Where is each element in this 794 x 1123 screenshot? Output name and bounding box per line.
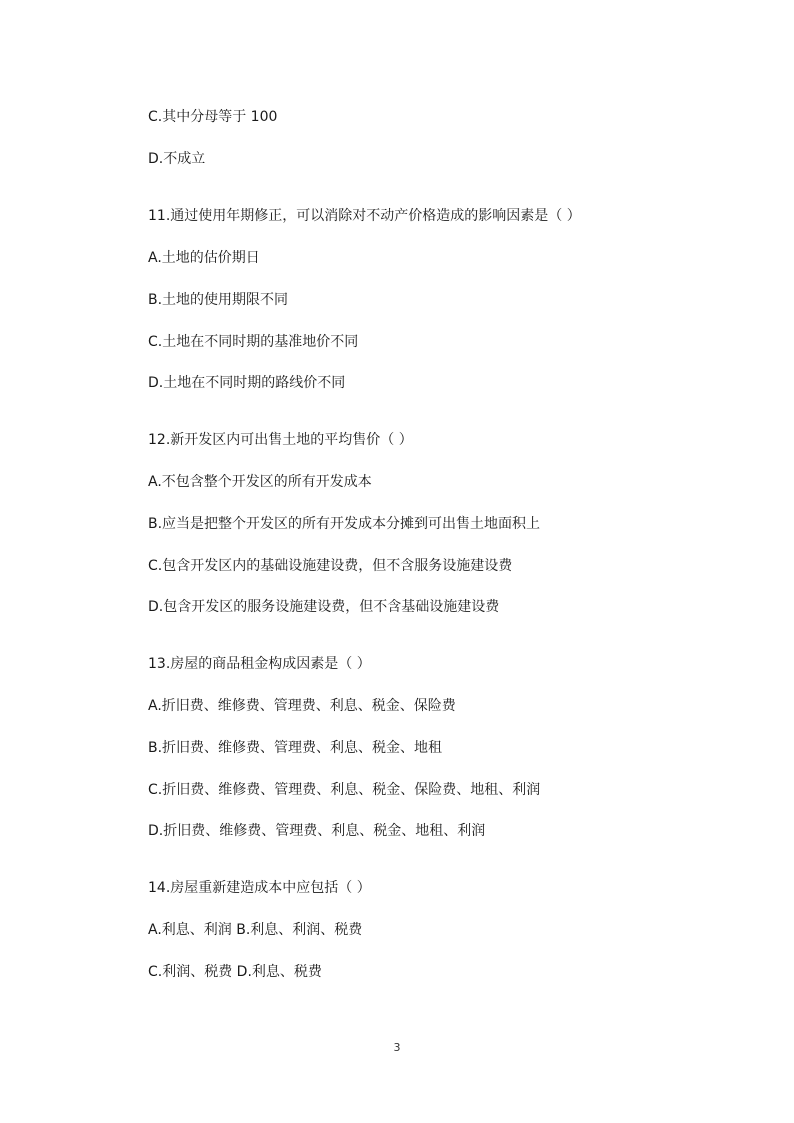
q13-option-a: A.折旧费、维修费、管理费、利息、税金、保险费 <box>148 698 456 714</box>
q11-option-b: B.土地的使用期限不同 <box>148 292 289 308</box>
q11-stem: 11.通过使用年期修正，可以消除对不动产价格造成的影响因素是（ ） <box>148 208 581 224</box>
q10-option-c: C.其中分母等于 100 <box>148 109 278 125</box>
q14-options-ab: A.利息、利润 B.利息、利润、税费 <box>148 922 363 938</box>
q12-option-c: C.包含开发区内的基础设施建设费，但不含服务设施建设费 <box>148 558 513 574</box>
q14-stem: 14.房屋重新建造成本中应包括（ ） <box>148 880 371 896</box>
q12-stem: 12.新开发区内可出售土地的平均售价（ ） <box>148 432 413 448</box>
q11-option-a: A.土地的估价期日 <box>148 250 260 266</box>
q13-option-b: B.折旧费、维修费、管理费、利息、税金、地租 <box>148 740 443 756</box>
q10-option-d: D.不成立 <box>148 151 206 167</box>
q11-option-d: D.土地在不同时期的路线价不同 <box>148 375 346 391</box>
q13-option-c: C.折旧费、维修费、管理费、利息、税金、保险费、地租、利润 <box>148 782 541 798</box>
q14-options-cd: C.利润、税费 D.利息、税费 <box>148 964 322 980</box>
q12-option-a: A.不包含整个开发区的所有开发成本 <box>148 474 372 490</box>
q13-option-d: D.折旧费、维修费、管理费、利息、税金、地租、利润 <box>148 823 486 839</box>
page-number: 3 <box>393 1041 401 1054</box>
q12-option-d: D.包含开发区的服务设施建设费，但不含基础设施建设费 <box>148 599 500 615</box>
q12-option-b: B.应当是把整个开发区的所有开发成本分摊到可出售土地面积上 <box>148 516 541 532</box>
q11-option-c: C.土地在不同时期的基准地价不同 <box>148 334 359 350</box>
q13-stem: 13.房屋的商品租金构成因素是（ ） <box>148 656 371 672</box>
